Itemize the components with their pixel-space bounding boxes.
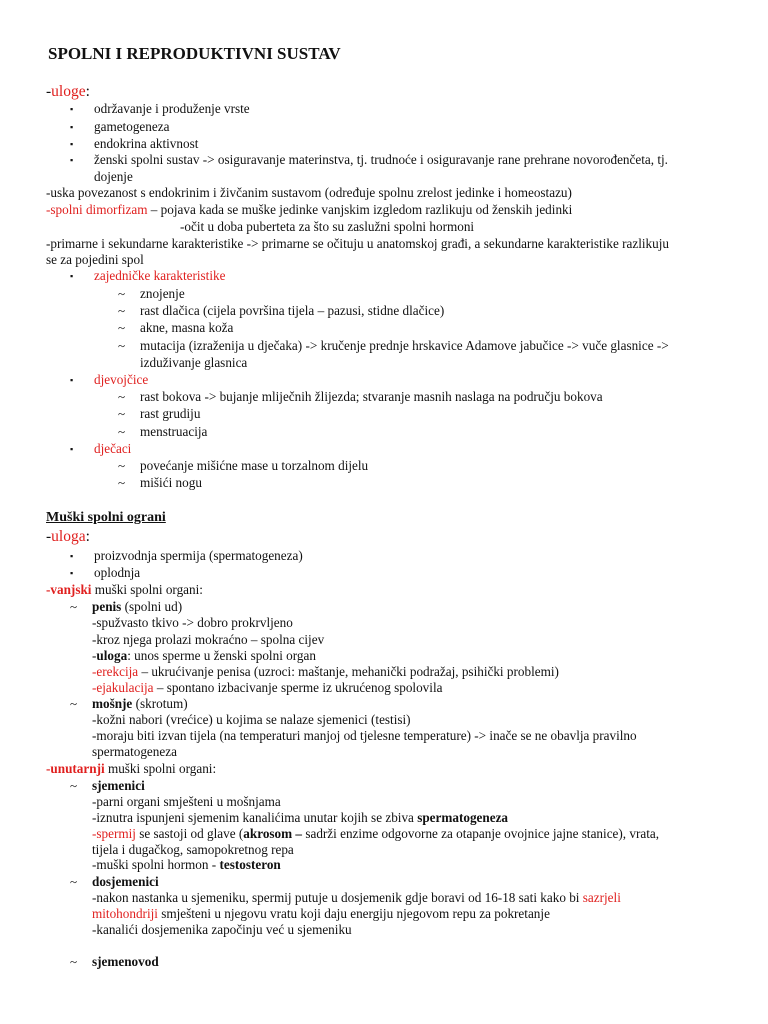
zajednicke-heading: zajedničke karakteristike [94,268,226,283]
list-item: rast bokova -> bujanje mliječnih žlijezda; stvaranje masnih naslaga na području bokova [140,389,603,404]
bullet-tilde-icon: ~ [118,286,126,301]
list-item: proizvodnja spermija (spermatogeneza) [94,548,303,563]
paragraph-line: se za pojedini spol [46,252,144,267]
paragraph-line: -spužvasto tkivo -> dobro prokrvljeno [92,615,293,630]
paragraph-line: -primarne i sekundarne karakteristike -> primarne se očituju u anatomskoj građi, a sekundarne karakteristike razlikuju [46,236,669,251]
bullet-tilde-icon: ~ [70,778,78,793]
paragraph-line: -kroz njega prolazi mokraćno – spolna cijev [92,632,325,647]
bullet-square-icon: ▪ [70,139,74,149]
list-item: mutacija (izraženija u dječaka) -> kručenje prednje hrskavice Adamove jabučice -> vuče glasnice -> [140,338,669,353]
bullet-square-icon: ▪ [70,375,74,385]
bullet-tilde-icon: ~ [118,320,126,335]
list-item: povećanje mišićne mase u torzalnom dijelu [140,458,369,473]
djecaci-heading: dječaci [94,441,132,456]
paragraph-line: -nakon nastanka u sjemeniku, spermij putuje u dosjemenik gdje boravi od 16-18 sati kako bi sazrjeli [92,890,621,905]
list-item: oplodnja [94,565,141,580]
bullet-square-icon: ▪ [70,155,74,165]
list-item: endokrina aktivnost [94,136,199,151]
bullet-square-icon: ▪ [70,104,74,114]
paragraph-line: -iznutra ispunjeni sjemenim kanalićima unutar kojih se zbiva spermatogeneza [92,810,509,825]
bullet-tilde-icon: ~ [70,954,78,969]
list-item-continuation: dojenje [94,169,133,184]
bullet-square-icon: ▪ [70,122,74,132]
spermij-line: -spermij se sastoji od glave (akrosom – sadrži enzime odgovorne za otapanje ovojnice jajne stanice), vrata, [92,826,660,841]
hormon-line: -muški spolni hormon - testosteron [92,857,281,872]
list-item: akne, masna koža [140,320,234,335]
list-item: menstruacija [140,424,208,439]
bullet-tilde-icon: ~ [118,475,126,490]
list-item: gametogeneza [94,119,170,134]
bullet-tilde-icon: ~ [118,303,126,318]
paragraph-line: -kožni nabori (vrećice) u kojima se nalaze sjemenici (testisi) [92,712,411,727]
paragraph-line: -uska povezanost s endokrinim i živčanim sustavom (određuje spolnu zrelost jedinke i homeostazu) [46,185,572,200]
list-item: znojenje [140,286,185,301]
sjemenici-heading: sjemenici [92,778,145,793]
penis-line: penis (spolni ud) [92,599,183,614]
section-title: Muški spolni ograni [46,510,166,525]
uloge-heading: -uloge: [46,83,90,100]
list-item: održavanje i produženje vrste [94,101,250,116]
erekcija-line: -erekcija – ukrućivanje penisa (uzroci: maštanje, mehanički podražaj, psihički problemi) [92,664,559,679]
list-item-continuation: izduživanje glasnica [140,355,248,370]
paragraph-line: -kanalići dosjemenika započinju već u sjemeniku [92,922,352,937]
unutarnji-line: -unutarnji muški spolni organi: [46,761,217,776]
ejakulacija-line: -ejakulacija – spontano izbacivanje sperme iz ukrućenog spolovila [92,680,443,695]
bullet-tilde-icon: ~ [70,696,78,711]
mosnje-line: mošnje (skrotum) [92,696,188,711]
bullet-square-icon: ▪ [70,444,74,454]
paragraph-line: -moraju biti izvan tijela (na temperaturi manjoj od tjelesne temperature) -> inače se ne obavlja pravilno [92,728,637,743]
paragraph-line: mitohondriji smješteni u njegovu vratu koji daju energiju njegovom repu za pokretanje [92,906,550,921]
list-item: mišići nogu [140,475,202,490]
paragraph-line: spermatogeneza [92,744,177,759]
vanjski-line: -vanjski muški spolni organi: [46,582,203,597]
bullet-tilde-icon: ~ [118,338,126,353]
paragraph-line: -očit u doba puberteta za što su zaslužni spolni hormoni [180,219,475,234]
bullet-square-icon: ▪ [70,271,74,281]
dimorfizam-line: -spolni dimorfizam – pojava kada se muške jedinke vanjskim izgledom razlikuju od ženskih jedinki [46,202,573,217]
list-item: rast dlačica (cijela površina tijela – pazusi, stidne dlačice) [140,303,445,318]
page-title: SPOLNI I REPRODUKTIVNI SUSTAV [48,44,341,63]
bullet-tilde-icon: ~ [70,599,78,614]
bullet-tilde-icon: ~ [118,389,126,404]
paragraph-line: tijela i dugačkog, samopokretnog repa [92,842,294,857]
bullet-square-icon: ▪ [70,568,74,578]
list-item: ženski spolni sustav -> osiguravanje materinstva, tj. trudnoće i osiguravanje rane prehrane novorođenčeta, tj. [94,152,668,167]
list-item: rast grudiju [140,406,201,421]
bullet-square-icon: ▪ [70,551,74,561]
djevojcice-heading: djevojčice [94,372,149,387]
bullet-tilde-icon: ~ [118,406,126,421]
dosjemenici-heading: dosjemenici [92,874,159,889]
bullet-tilde-icon: ~ [118,458,126,473]
uloga-heading: -uloga: [46,528,90,545]
sjemenovod-heading: sjemenovod [92,954,159,969]
penis-uloga-line: -uloga: unos sperme u ženski spolni organ [92,648,316,663]
bullet-tilde-icon: ~ [118,424,126,439]
paragraph-line: -parni organi smješteni u mošnjama [92,794,281,809]
bullet-tilde-icon: ~ [70,874,78,889]
